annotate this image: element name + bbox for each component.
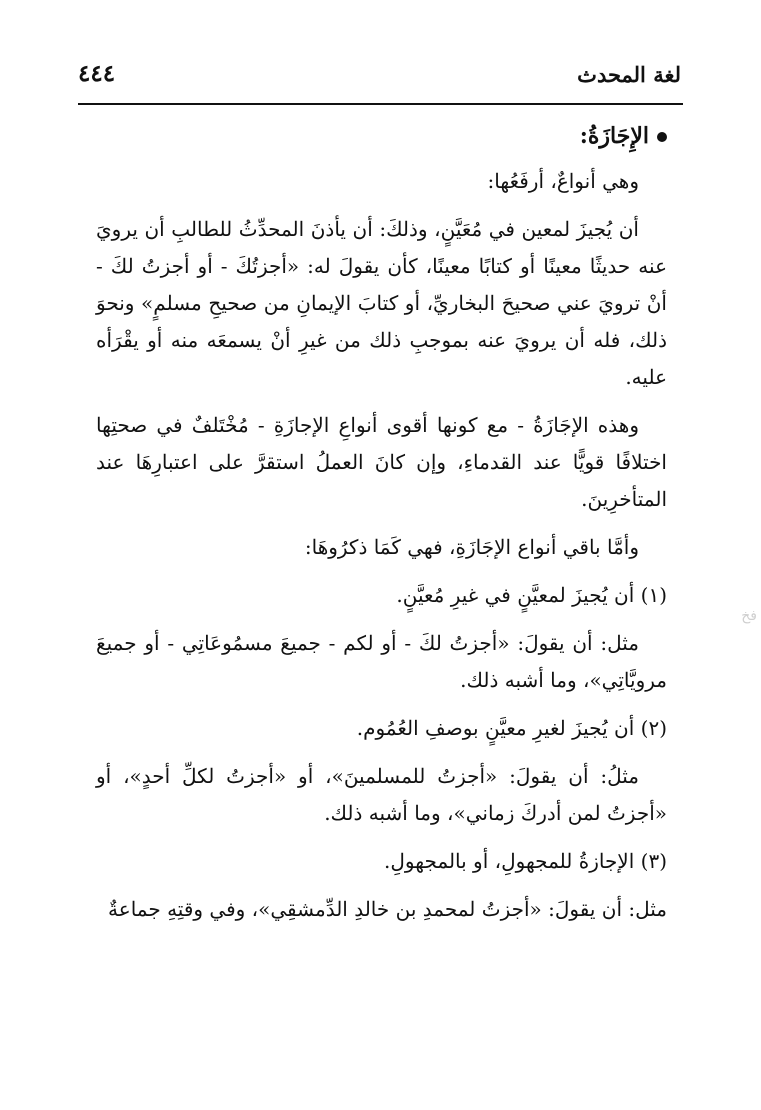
bullet-icon — [657, 132, 667, 142]
section-heading — [96, 118, 667, 155]
paragraph: وهي أنواعٌ، أرفَعُها: — [487, 169, 639, 193]
page-body — [96, 118, 667, 939]
paragraph: أن يُجيزَ لمعين في مُعَيَّنٍ، وذلكَ: أن يأذنَ المحدِّثُ للطالبِ أن يرويَ عنه حديثًا معينًا أو كتابًا معينًا، كأن يقولَ له: «أجزتُكَ - أو أجزتُ لكَ - أنْ ترويَ عني صحيحَ البخاريِّ، أو كتابَ الإيمانِ من صحيحِ مسلمٍ» ونحوَ ذلك، فله أن يرويَ عنه بموجبِ ذلك من غيرِ أنْ يسمعَه منه أو يقْرَأه عليه. — [96, 217, 667, 389]
paragraph: وهذه الإجَازَةُ - مع كونها أقوى أنواعِ الإجازَةِ - مُخْتَلفٌ في صحتِها اختلافًا قويًّا عند القدماءِ، وإن كانَ العملُ استقرَّ على اعتبارِهَا عند المتأخرِينَ. — [96, 413, 667, 511]
numbered-item: (٣) الإجازةُ للمجهولِ، أو بالمجهولِ. — [384, 849, 667, 873]
example-paragraph: مثلُ: أن يقولَ: «أجزتُ للمسلمينَ»، أو «أجزتُ لكلِّ أحدٍ»، أو «أجزتُ لمن أدركَ زماني»، وما أشبه ذلك. — [96, 764, 667, 825]
running-title: لغة المحدث — [577, 62, 681, 87]
page-header — [78, 58, 681, 98]
example-paragraph: مثل: أن يقولَ: «أجزتُ لمحمدِ بن خالدِ الدِّمشقِي»، وفي وقتِهِ جماعةٌ — [108, 897, 667, 921]
numbered-item: (٢) أن يُجيزَ لغيرِ معيَّنٍ بوصفِ العُمُوم. — [356, 716, 667, 740]
paragraph: وأمَّا باقي أنواع الإجَازَةِ، فهي كَمَا ذكرُوهَا: — [304, 535, 639, 559]
section-title: الإِجَازَةُ: — [579, 123, 649, 149]
example-paragraph: مثل: أن يقولَ: «أجزتُ لكَ - أو لكم - جميعَ مسمُوعَاتِي - أو جميعَ مرويَّاتِي»، وما أشبه ذلك. — [96, 631, 667, 692]
margin-mark: فخ — [741, 608, 757, 624]
numbered-item: (١) أن يُجيزَ لمعيَّنٍ في غيرِ مُعيَّنٍ. — [396, 583, 667, 607]
header-divider — [78, 103, 683, 105]
page-number: ٤٤٤ — [78, 60, 116, 87]
